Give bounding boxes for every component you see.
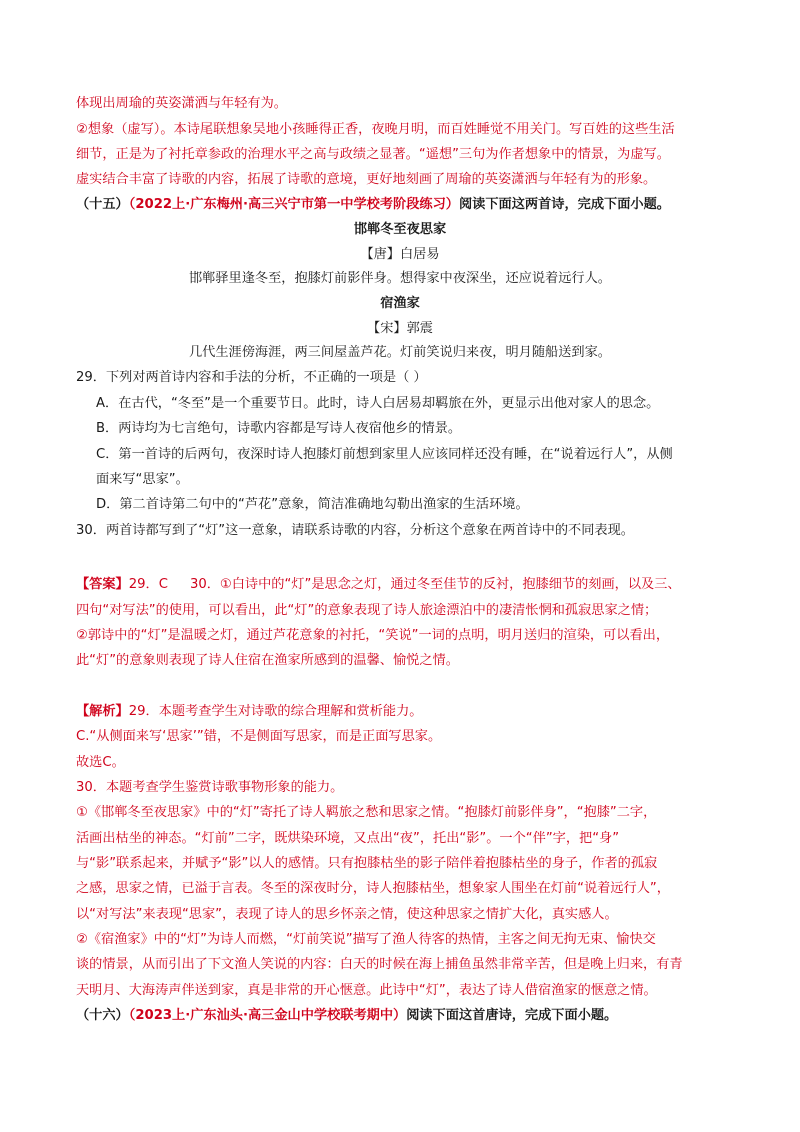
answer-30-start: 30．①白诗中的“灯”是思念之灯，通过冬至佳节的反衬，抱膝细节的刻画，以及三、 <box>189 577 681 592</box>
poem-2-author: 【宋】郭震 <box>367 321 433 336</box>
analysis-line-12: 天明月、大海涛声伴送到家，真是非常的开心惬意。此诗中“灯”，表达了诗人借宿渔家的惬意之情。 <box>76 983 657 998</box>
analysis-line-7: 与“影”联系起来，并赋予“影”以人的感情。只有抱膝枯坐的影子陪伴着抱膝枯坐的身子，作者的孤寂 <box>76 856 658 871</box>
analysis-line-11: 谈的情景，从而引出了下文渔人笑说的内容：白天的时候在海上捕鱼虽然非常辛苦，但是晚上归来，有青 <box>76 957 683 972</box>
poem-2-title: 宿渔家 <box>380 296 420 311</box>
section-16-number: （十六） <box>76 1008 129 1023</box>
question-29-option-a: A．在古代，“冬至”是一个重要节日。此时，诗人白居易却羁旅在外，更显示出他对家人的思念。 <box>96 396 660 411</box>
poem-1-author: 【唐】白居易 <box>360 247 440 262</box>
poem-2-text: 几代生涯傍海涯，两三间屋盖芦花。灯前笑说归来夜，明月随船送到家。 <box>189 345 611 360</box>
poem-1-text: 邯郸驿里逢冬至，抱膝灯前影伴身。想得家中夜深坐，还应说着远行人。 <box>189 271 611 286</box>
answer-tag: 【答案】 <box>76 577 129 592</box>
analysis-line-2: C.“从侧面来写‘思家’”错，不是侧面写思家，而是正面写思家。 <box>76 729 442 744</box>
question-29-option-c-line-2: 面来写“思家”。 <box>96 472 189 487</box>
intro-analysis-line-2: ②想象（虚写）。本诗尾联想象吴地小孩睡得正香，夜晚月明，而百姓睡觉不用关门。写百姓的这些生活 <box>76 122 675 137</box>
question-29-option-d: D．第二首诗第二句中的“芦花”意象，简洁准确地勾勒出渔家的生活环境。 <box>96 497 529 512</box>
question-29-option-c-line-1: C．第一首诗的后两句，夜深时诗人抱膝灯前想到家里人应该同样还没有睡，在“说着远行人”，从侧 <box>96 447 673 462</box>
analysis-line-10: ②《宿渔家》中的“灯”为诗人而燃，“灯前笑说”描写了渔人待客的热情，主客之间无拘无束、愉快交 <box>76 932 656 947</box>
answer-line-1 <box>76 573 681 597</box>
analysis-line-8: 之感，思家之情，已溢于言表。冬至的深夜时分，诗人抱膝枯坐，想象家人围坐在灯前“说着远行人”， <box>76 881 670 896</box>
section-16-source: （2023上·广东汕头·高三金山中学校联考期中） <box>128 1008 407 1023</box>
poem-1-title: 邯郸冬至夜思家 <box>353 222 447 237</box>
answer-29: 29．C <box>128 577 168 592</box>
question-29-option-b: B．两诗均为七言绝句，诗歌内容都是写诗人夜宿他乡的情景。 <box>96 421 462 436</box>
analysis-line-6: 活画出枯坐的神态。“灯前”二字，既烘染环境，又点出“夜”，托出“影”。一个“伴”字，把“身” <box>76 831 620 846</box>
analysis-29: 29．本题考查学生对诗歌的综合理解和赏析能力。 <box>128 704 423 719</box>
section-15-instruction: 阅读下面这两首诗，完成下面小题。 <box>459 197 670 212</box>
answer-line-2: 四句“对写法”的使用，可以看出，此“灯”的意象表现了诗人旅途漂泊中的凄清怅惘和孤寂思家之情； <box>76 603 658 618</box>
section-15-number: （十五） <box>76 197 129 212</box>
intro-analysis-line-4: 虚实结合丰富了诗歌的内容，拓展了诗歌的意境，更好地刻画了周瑜的英姿潇洒与年轻有为的形象。 <box>76 172 657 187</box>
intro-analysis-line-3: 细节，正是为了衬托章参政的治理水平之高与政绩之显著。“遥想”三句为作者想象中的情景，为虚写。 <box>76 147 670 162</box>
analysis-line-1 <box>76 700 422 724</box>
section-16-instruction: 阅读下面这首唐诗，完成下面小题。 <box>406 1008 618 1023</box>
question-30-stem: 30．两首诗都写到了“灯”这一意象，请联系诗歌的内容，分析这个意象在两首诗中的不同表现。 <box>76 523 634 538</box>
intro-analysis-line-1: 体现出周瑜的英姿潇洒与年轻有为。 <box>76 96 287 111</box>
analysis-line-9: 以“对写法”来表现“思家”，表现了诗人的思乡怀亲之情，使这种思家之情扩大化，真实感人。 <box>76 907 618 922</box>
analysis-line-4: 30．本题考查学生鉴赏诗歌事物形象的能力。 <box>76 780 344 795</box>
question-29-stem: 29．下列对两首诗内容和手法的分析，不正确的一项是（ ） <box>76 370 427 385</box>
section-16-heading <box>76 1004 617 1028</box>
section-15-source: （2022上·广东梅州·高三兴宁市第一中学校考阶段练习） <box>128 197 459 212</box>
section-15-heading <box>76 193 670 217</box>
answer-line-3: ②郭诗中的“灯”是温暖之灯，通过芦花意象的衬托，“笑说”一词的点明，明月送归的渲染，可以看出， <box>76 628 670 643</box>
answer-line-4: 此“灯”的意象则表现了诗人住宿在渔家所感到的温馨、愉悦之情。 <box>76 653 459 668</box>
analysis-line-5: ①《邯郸冬至夜思家》中的“灯”寄托了诗人羁旅之愁和思家之情。“抱膝灯前影伴身”，“抱膝”二字， <box>76 805 657 820</box>
analysis-line-3: 故选C。 <box>76 755 125 770</box>
analysis-tag: 【解析】 <box>76 704 129 719</box>
